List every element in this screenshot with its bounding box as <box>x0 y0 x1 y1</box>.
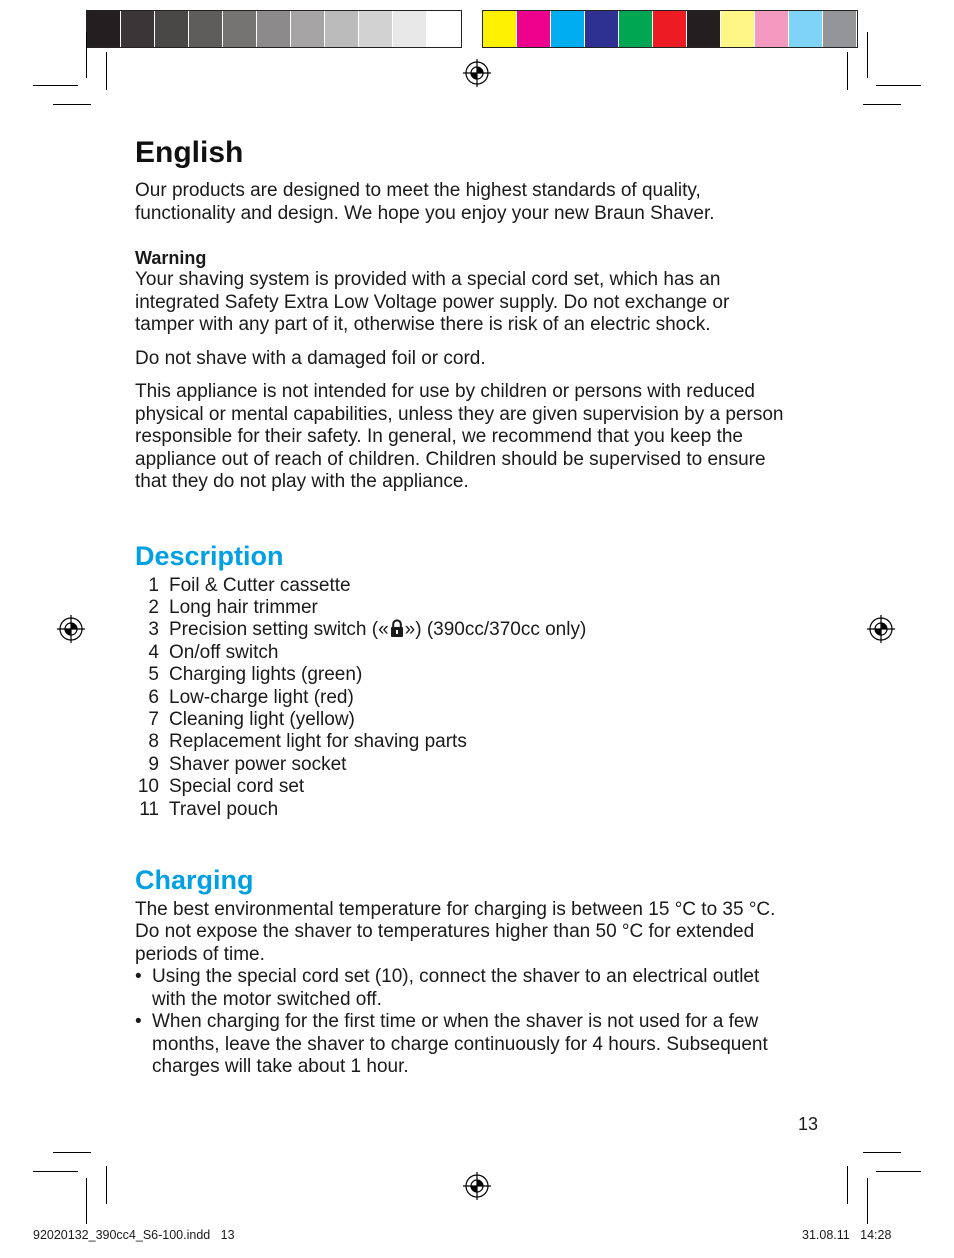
bullet-symbol: • <box>135 1011 142 1033</box>
page-title: English <box>135 136 244 169</box>
list-item <box>135 1011 825 1079</box>
color-swatch <box>427 11 461 47</box>
item-label: Foil & Cutter cassette <box>169 574 351 596</box>
color-swatch <box>87 11 121 47</box>
charging-bullets <box>135 966 825 1079</box>
crop-mark <box>863 104 901 105</box>
crop-mark <box>86 32 87 78</box>
item-number: 6 <box>148 686 159 708</box>
list-item <box>135 799 825 821</box>
text-line: functionality and design. We hope you enjoy your new Braun Shaver. <box>135 202 715 224</box>
color-swatch <box>155 11 189 47</box>
text-line: The best environmental temperature for charging is between 15 °C to 35 °C. <box>135 898 776 920</box>
color-swatch <box>789 11 823 47</box>
intro-paragraph <box>135 180 825 225</box>
registration-mark-icon <box>867 615 895 643</box>
list-item <box>135 776 825 798</box>
list-item <box>135 966 825 1011</box>
text-line: Do not expose the shaver to temperatures higher than 50 °C for extended <box>135 921 755 943</box>
grayscale-color-bar <box>86 10 462 48</box>
crop-mark <box>106 1166 107 1204</box>
color-swatch <box>393 11 427 47</box>
text-line: charges will take about 1 hour. <box>152 1056 409 1078</box>
item-number: 10 <box>137 776 159 798</box>
warning-paragraph-3 <box>135 381 825 494</box>
charging-intro <box>135 899 825 967</box>
item-label: Charging lights (green) <box>169 664 363 686</box>
color-swatch <box>189 11 223 47</box>
color-swatch <box>257 11 291 47</box>
text-line: tamper with any part of it, otherwise there is risk of an electric shock. <box>135 314 711 335</box>
warning-title: Warning <box>135 248 207 268</box>
warning-section <box>135 247 825 494</box>
crop-mark <box>106 52 107 90</box>
item-label-before: Precision setting switch (« <box>169 619 389 641</box>
text-line: with the motor switched off. <box>152 988 382 1010</box>
item-label: Cleaning light (yellow) <box>169 708 355 730</box>
description-list <box>135 575 825 821</box>
list-item <box>135 619 825 641</box>
list-item <box>135 731 825 753</box>
text-line: appliance out of reach of children. Children should be supervised to ensure <box>135 448 766 470</box>
list-item <box>135 754 825 776</box>
text-line: This appliance is not intended for use by children or persons with reduced <box>135 381 755 402</box>
crop-mark <box>867 1178 868 1224</box>
lock-icon <box>390 619 404 638</box>
color-swatch <box>551 11 585 47</box>
text-line: that they do not play with the appliance. <box>135 471 469 492</box>
color-swatch <box>121 11 155 47</box>
item-label: Travel pouch <box>169 798 279 820</box>
text-line: Using the special cord set (10), connect the shaver to an electrical outlet <box>152 966 760 988</box>
page-number: 13 <box>798 1114 819 1134</box>
item-label: Replacement light for shaving parts <box>169 731 467 753</box>
text-line: integrated Safety Extra Low Voltage power supply. Do not exchange or <box>135 291 730 313</box>
charging-heading: Charging <box>135 864 254 895</box>
item-number: 7 <box>148 708 159 730</box>
page-content <box>135 135 825 1079</box>
crop-mark <box>847 1166 848 1204</box>
footer-timestamp: 31.08.11 14:28 <box>802 1228 892 1242</box>
crop-mark <box>33 85 78 86</box>
crop-mark <box>86 1178 87 1224</box>
list-item <box>135 687 825 709</box>
item-number: 8 <box>148 731 159 753</box>
registration-mark-icon <box>57 615 85 643</box>
item-number: 5 <box>148 664 159 686</box>
list-item <box>135 575 825 597</box>
item-label: Special cord set <box>169 776 305 798</box>
color-swatch <box>619 11 653 47</box>
footer-file-name: 92020132_390cc4_S6-100.indd 13 <box>33 1228 235 1242</box>
crop-mark <box>863 1152 901 1153</box>
item-number: 3 <box>148 619 159 641</box>
list-item <box>135 597 825 619</box>
item-label: On/off switch <box>169 641 279 663</box>
item-number: 1 <box>148 574 159 596</box>
color-swatch <box>483 11 517 47</box>
list-item <box>135 664 825 686</box>
text-line: months, leave the shaver to charge continuously for 4 hours. Subsequent <box>152 1033 768 1055</box>
list-item <box>135 709 825 731</box>
crop-mark <box>876 85 921 86</box>
color-swatch <box>291 11 325 47</box>
color-swatch <box>721 11 755 47</box>
item-label <box>169 619 586 641</box>
crop-mark <box>53 1152 91 1153</box>
text-line: periods of time. <box>135 943 265 965</box>
item-label: Long hair trimmer <box>169 596 318 618</box>
item-number: 9 <box>148 753 159 775</box>
crop-mark <box>847 52 848 90</box>
item-label-after: ») (390cc/370cc only) <box>404 619 587 641</box>
description-heading: Description <box>135 540 284 571</box>
text-line: When charging for the first time or when the shaver is not used for a few <box>152 1011 759 1033</box>
text-line: physical or mental capabilities, unless they are given supervision by a person <box>135 403 784 425</box>
crop-mark <box>33 1171 78 1172</box>
color-swatch <box>517 11 551 47</box>
text-line: responsible for their safety. In general, we recommend that you keep the <box>135 426 743 447</box>
process-color-bar <box>482 10 858 48</box>
color-swatch <box>823 11 857 47</box>
color-swatch <box>755 11 789 47</box>
text-line: Your shaving system is provided with a special cord set, which has an <box>135 269 721 290</box>
item-number: 4 <box>148 641 159 663</box>
color-swatch <box>585 11 619 47</box>
crop-mark <box>867 32 868 78</box>
item-label: Low-charge light (red) <box>169 686 354 708</box>
color-swatch <box>325 11 359 47</box>
color-swatch <box>223 11 257 47</box>
crop-mark <box>53 104 91 105</box>
registration-mark-icon <box>463 59 491 87</box>
color-swatch <box>653 11 687 47</box>
warning-paragraph-2: Do not shave with a damaged foil or cord. <box>135 347 486 369</box>
color-swatch <box>687 11 721 47</box>
text-line: Our products are designed to meet the highest standards of quality, <box>135 180 701 201</box>
warning-paragraph-1 <box>135 269 825 337</box>
item-label: Shaver power socket <box>169 753 347 775</box>
item-number: 2 <box>148 596 159 618</box>
item-number: 11 <box>139 798 159 820</box>
list-item <box>135 642 825 664</box>
crop-mark <box>876 1171 921 1172</box>
color-swatch <box>359 11 393 47</box>
registration-mark-icon <box>463 1172 491 1200</box>
bullet-symbol: • <box>135 966 142 988</box>
